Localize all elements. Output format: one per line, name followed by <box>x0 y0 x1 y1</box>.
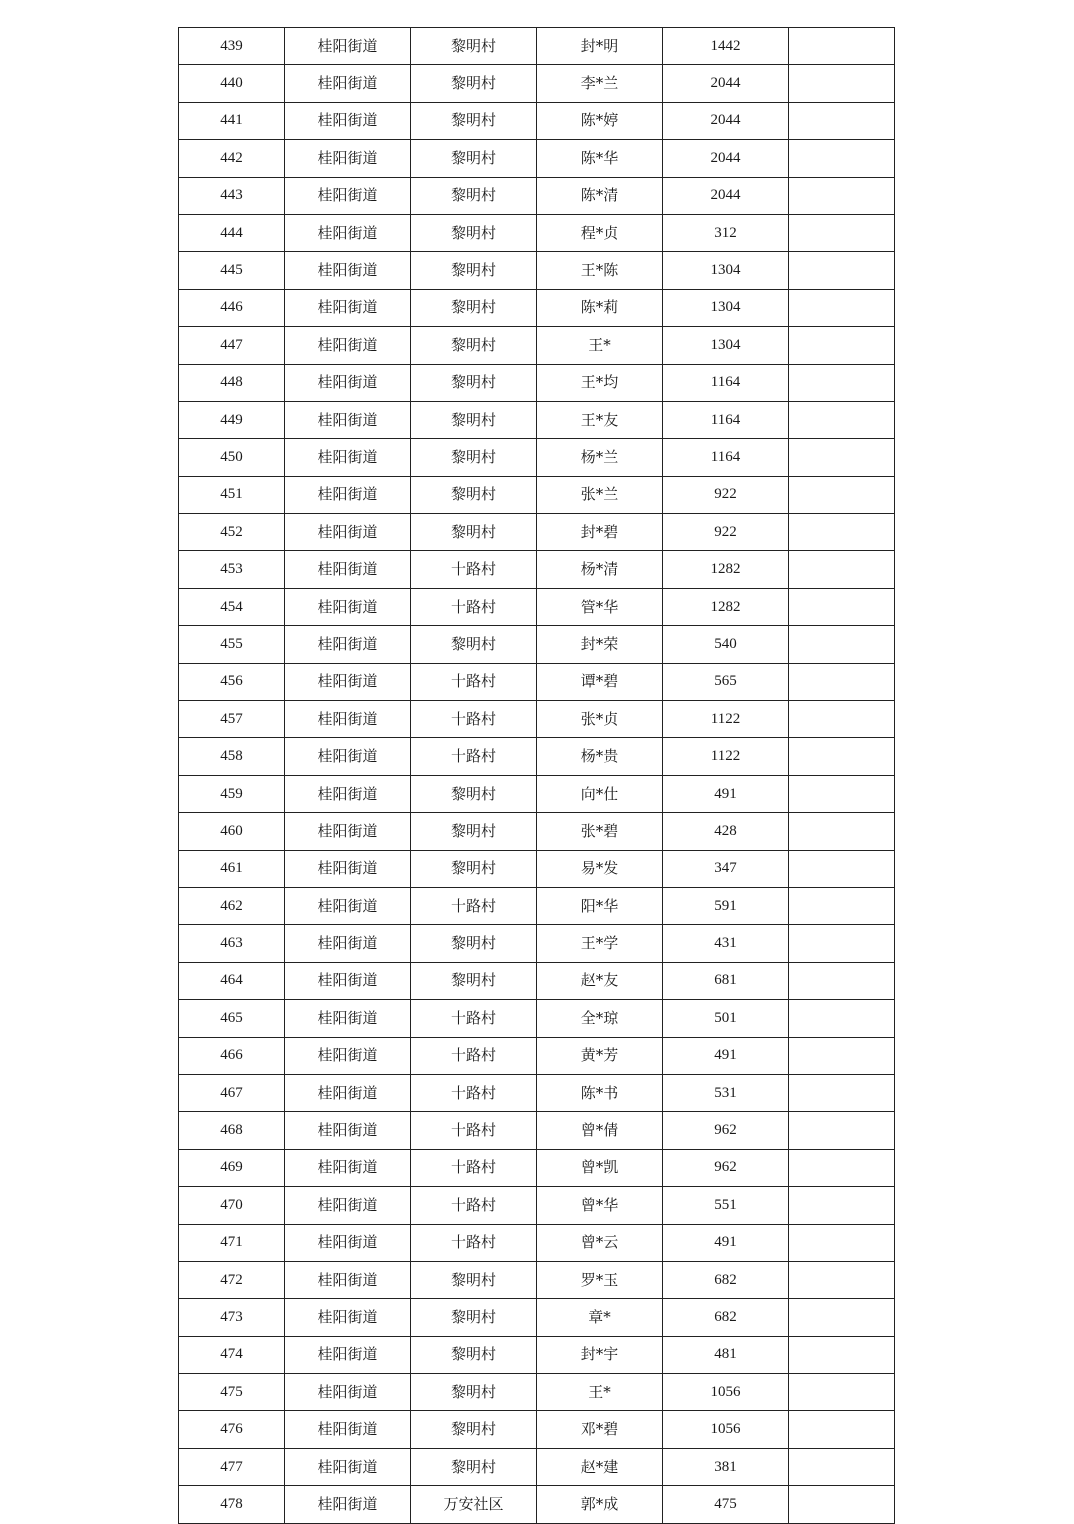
street-cell: 桂阳街道 <box>285 28 411 65</box>
remark-cell <box>789 439 895 476</box>
document-page <box>178 27 895 1524</box>
street-cell: 桂阳街道 <box>285 626 411 663</box>
village-cell: 十路村 <box>411 1074 537 1111</box>
village-cell: 黎明村 <box>411 364 537 401</box>
amount-cell: 1164 <box>663 364 789 401</box>
person-name-cell: 管*华 <box>537 588 663 625</box>
serial-number-cell: 476 <box>179 1411 285 1448</box>
person-name-cell: 陈*婷 <box>537 102 663 139</box>
person-name-cell: 赵*建 <box>537 1448 663 1485</box>
remark-cell <box>789 401 895 438</box>
remark-cell <box>789 476 895 513</box>
table-row <box>179 813 895 850</box>
person-name-cell: 曾*凯 <box>537 1149 663 1186</box>
serial-number-cell: 440 <box>179 65 285 102</box>
village-cell: 黎明村 <box>411 327 537 364</box>
serial-number-cell: 472 <box>179 1261 285 1298</box>
amount-cell: 431 <box>663 925 789 962</box>
street-cell: 桂阳街道 <box>285 1261 411 1298</box>
person-name-cell: 王*陈 <box>537 252 663 289</box>
remark-cell <box>789 1224 895 1261</box>
remark-cell <box>789 327 895 364</box>
remark-cell <box>789 626 895 663</box>
street-cell: 桂阳街道 <box>285 1336 411 1373</box>
village-cell: 黎明村 <box>411 1336 537 1373</box>
amount-cell: 1304 <box>663 252 789 289</box>
remark-cell <box>789 850 895 887</box>
person-name-cell: 邓*碧 <box>537 1411 663 1448</box>
table-row <box>179 476 895 513</box>
table-row <box>179 1374 895 1411</box>
person-name-cell: 张*碧 <box>537 813 663 850</box>
street-cell: 桂阳街道 <box>285 1037 411 1074</box>
serial-number-cell: 461 <box>179 850 285 887</box>
table-row <box>179 28 895 65</box>
serial-number-cell: 467 <box>179 1074 285 1111</box>
street-cell: 桂阳街道 <box>285 1448 411 1485</box>
table-row <box>179 551 895 588</box>
village-cell: 黎明村 <box>411 962 537 999</box>
person-name-cell: 全*琼 <box>537 1000 663 1037</box>
street-cell: 桂阳街道 <box>285 1112 411 1149</box>
serial-number-cell: 452 <box>179 514 285 551</box>
amount-cell: 381 <box>663 1448 789 1485</box>
remark-cell <box>789 663 895 700</box>
remark-cell <box>789 214 895 251</box>
village-cell: 黎明村 <box>411 1261 537 1298</box>
street-cell: 桂阳街道 <box>285 1411 411 1448</box>
street-cell: 桂阳街道 <box>285 1187 411 1224</box>
person-name-cell: 赵*友 <box>537 962 663 999</box>
street-cell: 桂阳街道 <box>285 887 411 924</box>
roster-table-body <box>179 28 895 1524</box>
street-cell: 桂阳街道 <box>285 177 411 214</box>
table-row <box>179 65 895 102</box>
person-name-cell: 郭*成 <box>537 1486 663 1523</box>
person-name-cell: 封*宇 <box>537 1336 663 1373</box>
amount-cell: 1056 <box>663 1374 789 1411</box>
table-row <box>179 1000 895 1037</box>
serial-number-cell: 445 <box>179 252 285 289</box>
table-row <box>179 1448 895 1485</box>
amount-cell: 1122 <box>663 701 789 738</box>
street-cell: 桂阳街道 <box>285 663 411 700</box>
street-cell: 桂阳街道 <box>285 1149 411 1186</box>
amount-cell: 1056 <box>663 1411 789 1448</box>
village-cell: 万安社区 <box>411 1486 537 1523</box>
remark-cell <box>789 65 895 102</box>
table-row <box>179 775 895 812</box>
person-name-cell: 封*明 <box>537 28 663 65</box>
person-name-cell: 王*学 <box>537 925 663 962</box>
remark-cell <box>789 1486 895 1523</box>
village-cell: 黎明村 <box>411 626 537 663</box>
person-name-cell: 曾*倩 <box>537 1112 663 1149</box>
street-cell: 桂阳街道 <box>285 701 411 738</box>
remark-cell <box>789 813 895 850</box>
street-cell: 桂阳街道 <box>285 140 411 177</box>
remark-cell <box>789 1411 895 1448</box>
person-name-cell: 章* <box>537 1299 663 1336</box>
village-cell: 黎明村 <box>411 476 537 513</box>
remark-cell <box>789 1112 895 1149</box>
serial-number-cell: 450 <box>179 439 285 476</box>
village-cell: 十路村 <box>411 887 537 924</box>
amount-cell: 1442 <box>663 28 789 65</box>
remark-cell <box>789 289 895 326</box>
serial-number-cell: 465 <box>179 1000 285 1037</box>
person-name-cell: 易*发 <box>537 850 663 887</box>
village-cell: 黎明村 <box>411 65 537 102</box>
serial-number-cell: 464 <box>179 962 285 999</box>
village-cell: 黎明村 <box>411 775 537 812</box>
person-name-cell: 王*友 <box>537 401 663 438</box>
serial-number-cell: 469 <box>179 1149 285 1186</box>
street-cell: 桂阳街道 <box>285 1374 411 1411</box>
table-row <box>179 401 895 438</box>
amount-cell: 1304 <box>663 289 789 326</box>
village-cell: 黎明村 <box>411 850 537 887</box>
table-row <box>179 925 895 962</box>
serial-number-cell: 478 <box>179 1486 285 1523</box>
person-name-cell: 李*兰 <box>537 65 663 102</box>
table-row <box>179 140 895 177</box>
person-name-cell: 张*兰 <box>537 476 663 513</box>
village-cell: 黎明村 <box>411 439 537 476</box>
remark-cell <box>789 738 895 775</box>
serial-number-cell: 457 <box>179 701 285 738</box>
table-row <box>179 887 895 924</box>
village-cell: 黎明村 <box>411 28 537 65</box>
table-row <box>179 439 895 476</box>
remark-cell <box>789 252 895 289</box>
amount-cell: 531 <box>663 1074 789 1111</box>
remark-cell <box>789 775 895 812</box>
remark-cell <box>789 1299 895 1336</box>
table-row <box>179 850 895 887</box>
village-cell: 黎明村 <box>411 1374 537 1411</box>
street-cell: 桂阳街道 <box>285 925 411 962</box>
serial-number-cell: 463 <box>179 925 285 962</box>
village-cell: 十路村 <box>411 588 537 625</box>
person-name-cell: 陈*书 <box>537 1074 663 1111</box>
street-cell: 桂阳街道 <box>285 962 411 999</box>
person-name-cell: 曾*云 <box>537 1224 663 1261</box>
village-cell: 黎明村 <box>411 514 537 551</box>
table-row <box>179 626 895 663</box>
serial-number-cell: 470 <box>179 1187 285 1224</box>
remark-cell <box>789 28 895 65</box>
village-cell: 黎明村 <box>411 177 537 214</box>
serial-number-cell: 466 <box>179 1037 285 1074</box>
street-cell: 桂阳街道 <box>285 327 411 364</box>
remark-cell <box>789 102 895 139</box>
remark-cell <box>789 514 895 551</box>
serial-number-cell: 459 <box>179 775 285 812</box>
amount-cell: 962 <box>663 1112 789 1149</box>
village-cell: 黎明村 <box>411 252 537 289</box>
village-cell: 黎明村 <box>411 102 537 139</box>
person-name-cell: 程*贞 <box>537 214 663 251</box>
amount-cell: 491 <box>663 1224 789 1261</box>
table-row <box>179 327 895 364</box>
table-row <box>179 514 895 551</box>
person-name-cell: 封*荣 <box>537 626 663 663</box>
serial-number-cell: 449 <box>179 401 285 438</box>
remark-cell <box>789 1187 895 1224</box>
street-cell: 桂阳街道 <box>285 738 411 775</box>
street-cell: 桂阳街道 <box>285 588 411 625</box>
street-cell: 桂阳街道 <box>285 514 411 551</box>
remark-cell <box>789 887 895 924</box>
person-name-cell: 王*均 <box>537 364 663 401</box>
remark-cell <box>789 177 895 214</box>
person-name-cell: 王* <box>537 1374 663 1411</box>
table-row <box>179 1299 895 1336</box>
table-row <box>179 214 895 251</box>
serial-number-cell: 458 <box>179 738 285 775</box>
street-cell: 桂阳街道 <box>285 1486 411 1523</box>
table-row <box>179 1187 895 1224</box>
village-cell: 黎明村 <box>411 925 537 962</box>
table-row <box>179 102 895 139</box>
table-row <box>179 1224 895 1261</box>
village-cell: 十路村 <box>411 1037 537 1074</box>
table-row <box>179 588 895 625</box>
table-row <box>179 701 895 738</box>
remark-cell <box>789 1149 895 1186</box>
street-cell: 桂阳街道 <box>285 476 411 513</box>
remark-cell <box>789 1000 895 1037</box>
person-name-cell: 谭*碧 <box>537 663 663 700</box>
village-cell: 黎明村 <box>411 289 537 326</box>
amount-cell: 922 <box>663 514 789 551</box>
table-row <box>179 1336 895 1373</box>
amount-cell: 428 <box>663 813 789 850</box>
amount-cell: 1164 <box>663 439 789 476</box>
village-cell: 黎明村 <box>411 813 537 850</box>
street-cell: 桂阳街道 <box>285 65 411 102</box>
amount-cell: 491 <box>663 1037 789 1074</box>
amount-cell: 1282 <box>663 551 789 588</box>
amount-cell: 1122 <box>663 738 789 775</box>
serial-number-cell: 446 <box>179 289 285 326</box>
street-cell: 桂阳街道 <box>285 214 411 251</box>
amount-cell: 2044 <box>663 65 789 102</box>
amount-cell: 565 <box>663 663 789 700</box>
street-cell: 桂阳街道 <box>285 401 411 438</box>
remark-cell <box>789 1261 895 1298</box>
table-row <box>179 962 895 999</box>
amount-cell: 682 <box>663 1261 789 1298</box>
table-row <box>179 738 895 775</box>
remark-cell <box>789 962 895 999</box>
amount-cell: 591 <box>663 887 789 924</box>
amount-cell: 312 <box>663 214 789 251</box>
amount-cell: 501 <box>663 1000 789 1037</box>
amount-cell: 2044 <box>663 177 789 214</box>
serial-number-cell: 460 <box>179 813 285 850</box>
village-cell: 十路村 <box>411 1112 537 1149</box>
village-cell: 黎明村 <box>411 401 537 438</box>
village-cell: 黎明村 <box>411 1448 537 1485</box>
table-row <box>179 1411 895 1448</box>
serial-number-cell: 473 <box>179 1299 285 1336</box>
person-name-cell: 杨*兰 <box>537 439 663 476</box>
remark-cell <box>789 140 895 177</box>
remark-cell <box>789 551 895 588</box>
remark-cell <box>789 364 895 401</box>
roster-table <box>178 27 895 1524</box>
village-cell: 十路村 <box>411 1149 537 1186</box>
street-cell: 桂阳街道 <box>285 850 411 887</box>
serial-number-cell: 451 <box>179 476 285 513</box>
serial-number-cell: 471 <box>179 1224 285 1261</box>
person-name-cell: 陈*莉 <box>537 289 663 326</box>
village-cell: 黎明村 <box>411 140 537 177</box>
village-cell: 黎明村 <box>411 1411 537 1448</box>
amount-cell: 347 <box>663 850 789 887</box>
street-cell: 桂阳街道 <box>285 439 411 476</box>
serial-number-cell: 443 <box>179 177 285 214</box>
street-cell: 桂阳街道 <box>285 289 411 326</box>
serial-number-cell: 477 <box>179 1448 285 1485</box>
person-name-cell: 杨*贵 <box>537 738 663 775</box>
serial-number-cell: 448 <box>179 364 285 401</box>
serial-number-cell: 444 <box>179 214 285 251</box>
serial-number-cell: 456 <box>179 663 285 700</box>
table-row <box>179 1261 895 1298</box>
amount-cell: 962 <box>663 1149 789 1186</box>
village-cell: 黎明村 <box>411 1299 537 1336</box>
street-cell: 桂阳街道 <box>285 551 411 588</box>
serial-number-cell: 462 <box>179 887 285 924</box>
person-name-cell: 陈*华 <box>537 140 663 177</box>
amount-cell: 1304 <box>663 327 789 364</box>
table-row <box>179 289 895 326</box>
amount-cell: 475 <box>663 1486 789 1523</box>
amount-cell: 481 <box>663 1336 789 1373</box>
table-row <box>179 252 895 289</box>
serial-number-cell: 442 <box>179 140 285 177</box>
amount-cell: 491 <box>663 775 789 812</box>
serial-number-cell: 475 <box>179 1374 285 1411</box>
amount-cell: 2044 <box>663 102 789 139</box>
person-name-cell: 向*仕 <box>537 775 663 812</box>
remark-cell <box>789 701 895 738</box>
amount-cell: 551 <box>663 1187 789 1224</box>
person-name-cell: 罗*玉 <box>537 1261 663 1298</box>
serial-number-cell: 441 <box>179 102 285 139</box>
amount-cell: 682 <box>663 1299 789 1336</box>
person-name-cell: 曾*华 <box>537 1187 663 1224</box>
person-name-cell: 陈*清 <box>537 177 663 214</box>
table-row <box>179 364 895 401</box>
remark-cell <box>789 925 895 962</box>
serial-number-cell: 453 <box>179 551 285 588</box>
street-cell: 桂阳街道 <box>285 364 411 401</box>
table-row <box>179 1074 895 1111</box>
street-cell: 桂阳街道 <box>285 1000 411 1037</box>
table-row <box>179 1037 895 1074</box>
street-cell: 桂阳街道 <box>285 1299 411 1336</box>
village-cell: 十路村 <box>411 663 537 700</box>
street-cell: 桂阳街道 <box>285 1224 411 1261</box>
street-cell: 桂阳街道 <box>285 775 411 812</box>
amount-cell: 681 <box>663 962 789 999</box>
serial-number-cell: 455 <box>179 626 285 663</box>
serial-number-cell: 439 <box>179 28 285 65</box>
remark-cell <box>789 1074 895 1111</box>
street-cell: 桂阳街道 <box>285 102 411 139</box>
person-name-cell: 阳*华 <box>537 887 663 924</box>
amount-cell: 1164 <box>663 401 789 438</box>
remark-cell <box>789 1037 895 1074</box>
serial-number-cell: 454 <box>179 588 285 625</box>
amount-cell: 540 <box>663 626 789 663</box>
street-cell: 桂阳街道 <box>285 252 411 289</box>
amount-cell: 2044 <box>663 140 789 177</box>
village-cell: 黎明村 <box>411 214 537 251</box>
amount-cell: 922 <box>663 476 789 513</box>
serial-number-cell: 474 <box>179 1336 285 1373</box>
village-cell: 十路村 <box>411 701 537 738</box>
person-name-cell: 黄*芳 <box>537 1037 663 1074</box>
remark-cell <box>789 1374 895 1411</box>
table-row <box>179 663 895 700</box>
remark-cell <box>789 588 895 625</box>
person-name-cell: 封*碧 <box>537 514 663 551</box>
person-name-cell: 王* <box>537 327 663 364</box>
table-row <box>179 1112 895 1149</box>
amount-cell: 1282 <box>663 588 789 625</box>
remark-cell <box>789 1448 895 1485</box>
serial-number-cell: 447 <box>179 327 285 364</box>
person-name-cell: 张*贞 <box>537 701 663 738</box>
village-cell: 十路村 <box>411 738 537 775</box>
serial-number-cell: 468 <box>179 1112 285 1149</box>
village-cell: 十路村 <box>411 1000 537 1037</box>
table-row <box>179 1486 895 1523</box>
village-cell: 十路村 <box>411 1187 537 1224</box>
person-name-cell: 杨*清 <box>537 551 663 588</box>
street-cell: 桂阳街道 <box>285 813 411 850</box>
table-row <box>179 1149 895 1186</box>
village-cell: 十路村 <box>411 551 537 588</box>
village-cell: 十路村 <box>411 1224 537 1261</box>
street-cell: 桂阳街道 <box>285 1074 411 1111</box>
table-row <box>179 177 895 214</box>
remark-cell <box>789 1336 895 1373</box>
